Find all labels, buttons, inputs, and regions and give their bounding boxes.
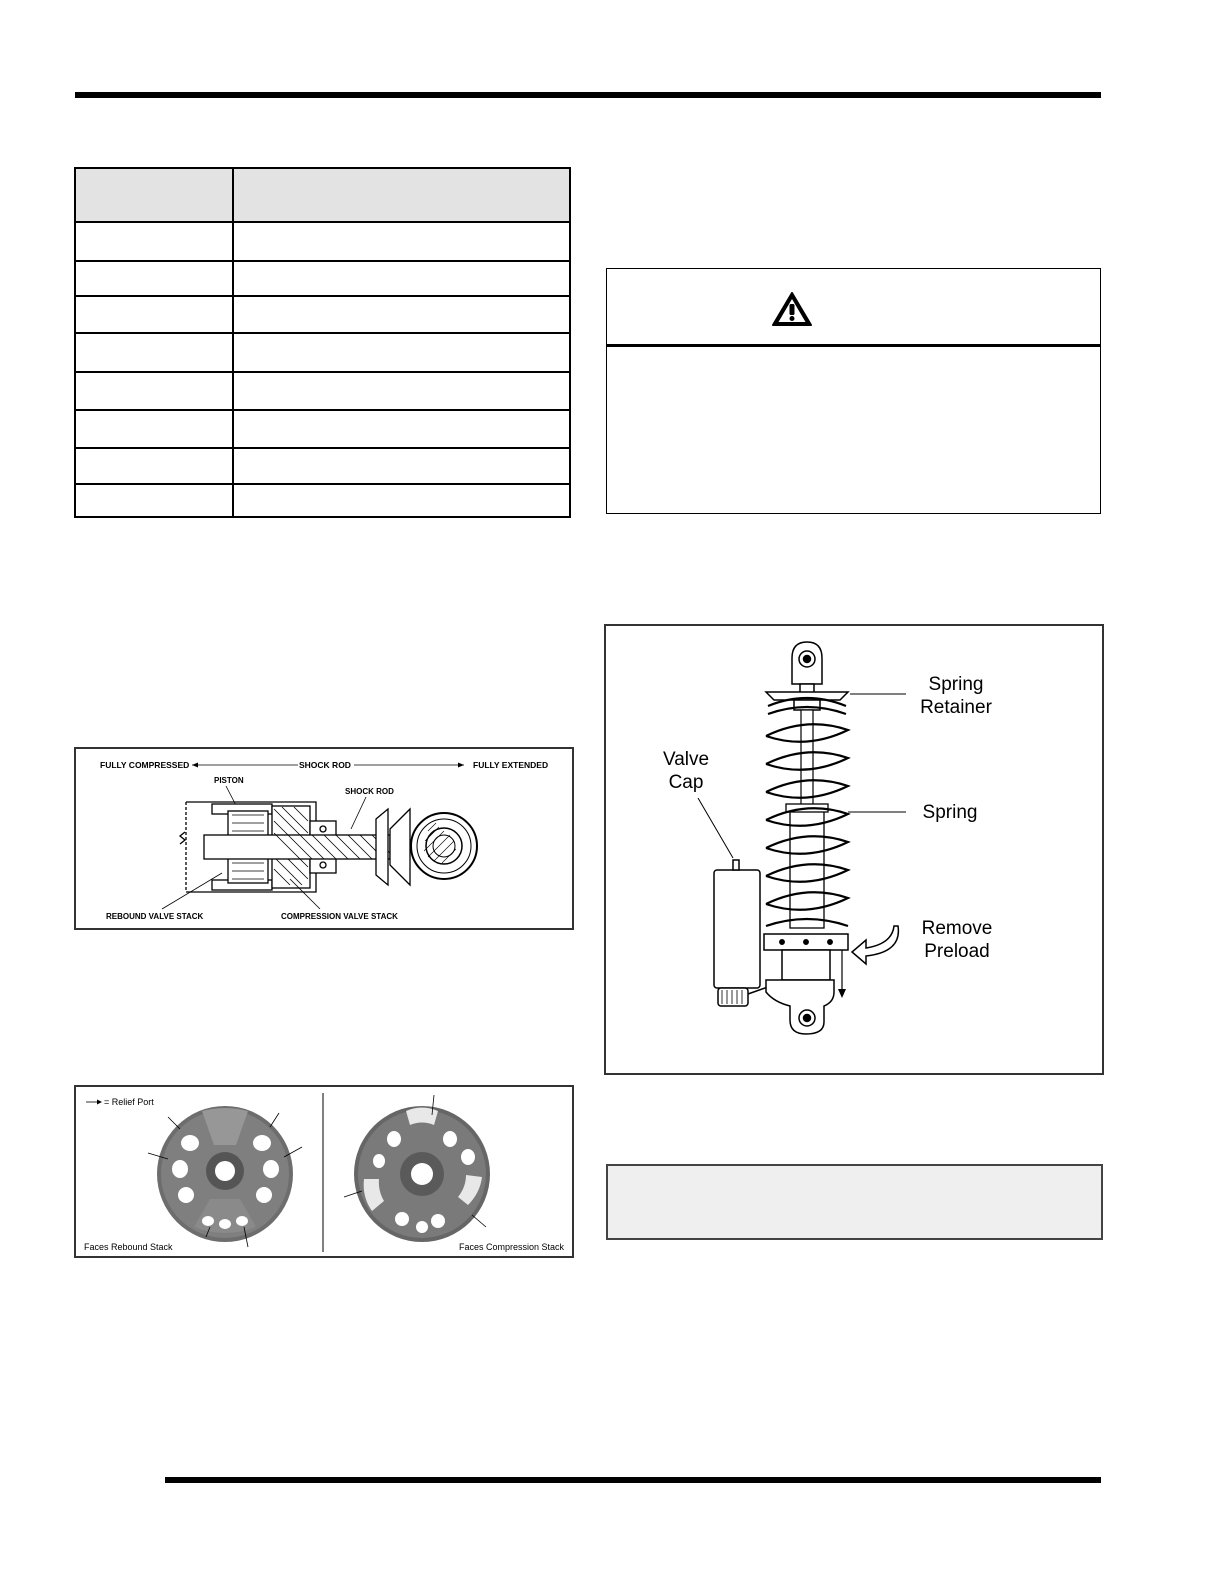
piston-faces-svg — [76, 1087, 572, 1256]
label-valve-cap-2: Cap — [668, 772, 704, 793]
piston-diagram-svg — [76, 749, 572, 928]
note-box — [606, 1164, 1103, 1240]
table-cell — [233, 372, 570, 410]
piston-face-rebound — [148, 1106, 302, 1247]
top-eyelet — [792, 642, 822, 696]
table-cell — [233, 333, 570, 372]
piston-faces-figure — [74, 1085, 574, 1258]
label-shock-rod: SHOCK ROD — [345, 787, 394, 796]
piston-cross-section-figure — [74, 747, 574, 930]
table-cell — [75, 410, 233, 448]
table-cell — [233, 484, 570, 517]
label-piston: PISTON — [214, 776, 244, 785]
table-cell — [75, 448, 233, 484]
table-cell — [233, 410, 570, 448]
header-rule — [75, 92, 1101, 98]
table-cell — [233, 261, 570, 296]
table-row — [75, 484, 570, 517]
table-cell — [75, 261, 233, 296]
table-cell — [233, 296, 570, 333]
warning-header — [607, 269, 1100, 347]
warning-triangle-icon — [771, 291, 813, 327]
table-cell — [75, 296, 233, 333]
label-fully-extended: FULLY EXTENDED — [473, 760, 549, 770]
label-compression-valve-stack: COMPRESSION VALVE STACK — [281, 912, 398, 921]
table-cell — [75, 333, 233, 372]
footer-rule — [165, 1477, 1101, 1483]
table-header-row — [75, 168, 570, 222]
caption-faces-compression: Faces Compression Stack — [458, 1242, 564, 1252]
shock-assembly-figure — [604, 624, 1104, 1075]
table-row — [75, 261, 570, 296]
label-fully-compressed: FULLY COMPRESSED — [100, 760, 190, 770]
eyelet-section — [411, 813, 477, 879]
label-shock-rod-top: SHOCK ROD — [299, 760, 351, 770]
caption-faces-rebound: Faces Rebound Stack — [84, 1242, 173, 1252]
table-row — [75, 296, 570, 333]
piston-face-compression — [344, 1095, 490, 1242]
table-row — [75, 333, 570, 372]
table-row — [75, 222, 570, 261]
table-cell — [75, 372, 233, 410]
label-remove-preload-2: Preload — [924, 941, 990, 962]
rotate-arrow-icon — [852, 926, 898, 964]
bottom-eyelet — [766, 980, 834, 1034]
shock-assembly-svg — [606, 626, 1102, 1073]
label-spring-retainer-2: Retainer — [920, 697, 992, 718]
table-cell — [75, 484, 233, 517]
label-remove-preload-1: Remove — [921, 918, 993, 939]
table-cell — [233, 222, 570, 261]
label-rebound-valve-stack: REBOUND VALVE STACK — [106, 912, 204, 921]
preload-collar — [764, 934, 848, 980]
spec-table — [74, 167, 571, 518]
table-row — [75, 410, 570, 448]
warning-box — [606, 268, 1101, 514]
label-spring: Spring — [922, 802, 978, 823]
label-spring-retainer-1: Spring — [928, 674, 984, 695]
table-cell — [75, 222, 233, 261]
label-valve-cap-1: Valve — [662, 749, 710, 770]
table-header-cell — [75, 168, 233, 222]
table-header-cell — [233, 168, 570, 222]
table-row — [75, 448, 570, 484]
down-arrow-icon — [838, 989, 846, 998]
legend-relief-port: = Relief Port — [104, 1097, 154, 1107]
table-row — [75, 372, 570, 410]
table-cell — [233, 448, 570, 484]
